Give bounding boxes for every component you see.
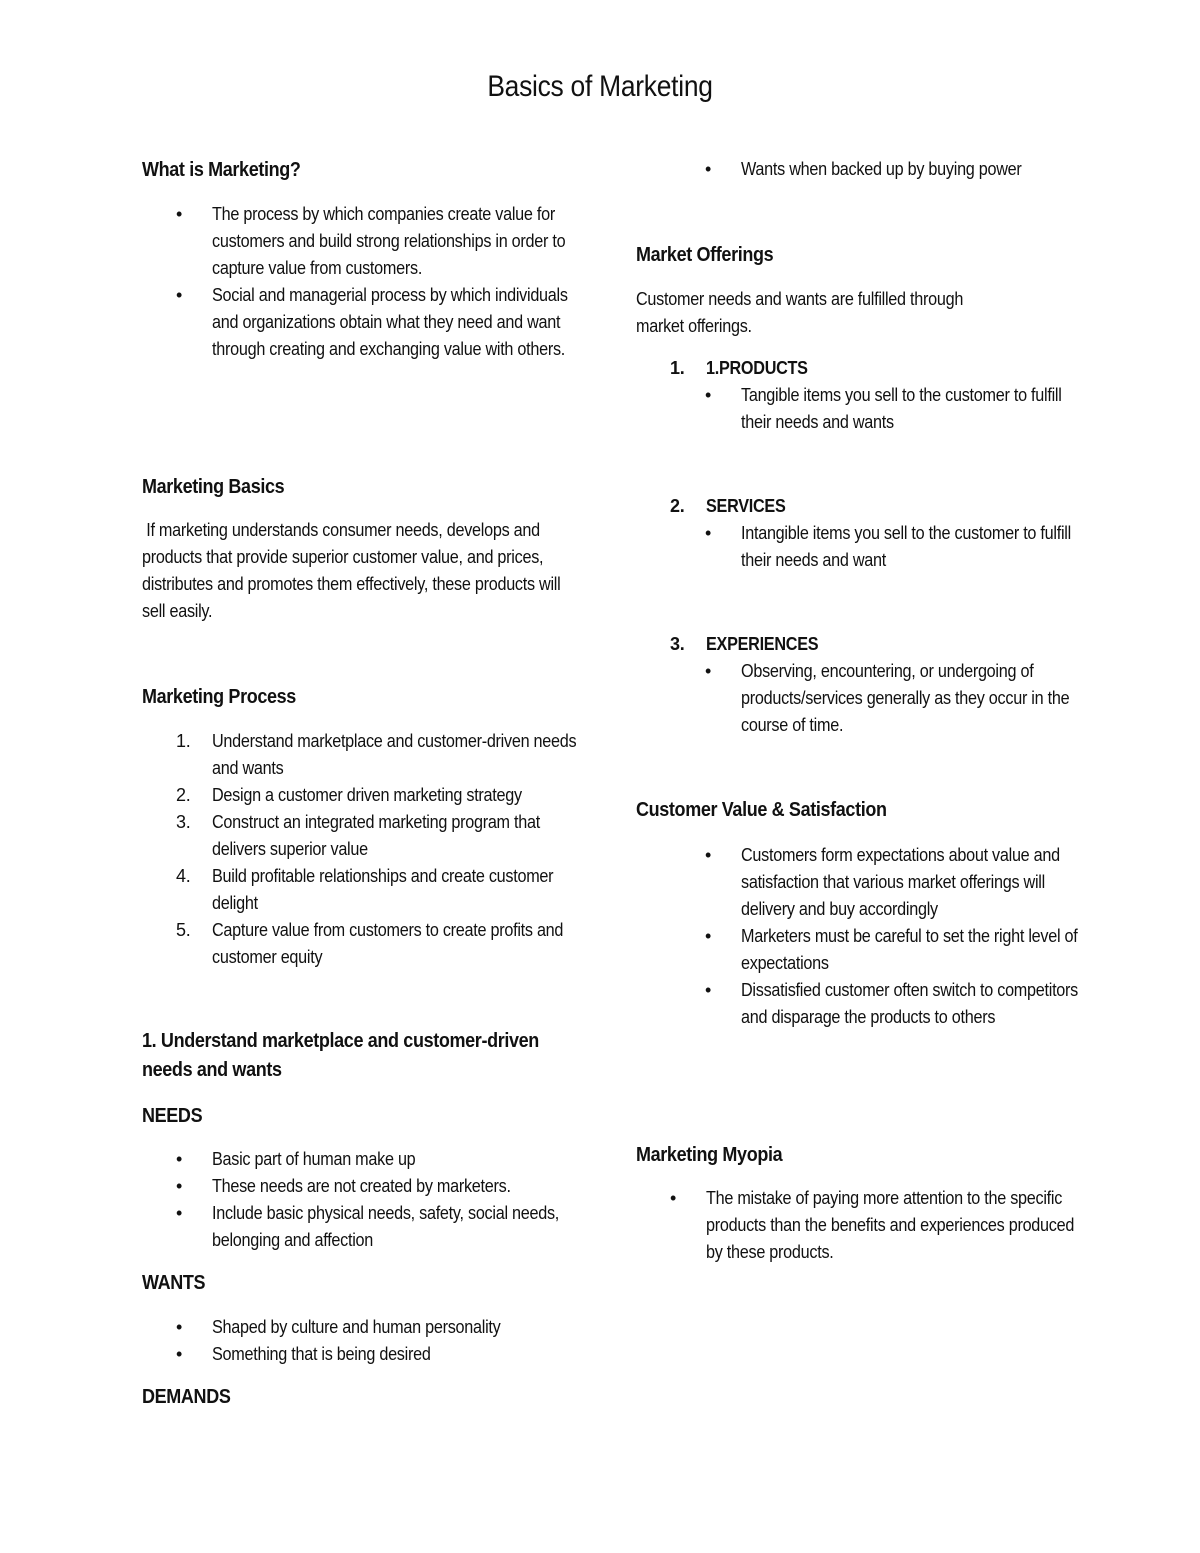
section-wants <box>142 1269 582 1298</box>
list-item: • Customers form expectations about value and satisfaction that various market offerings will delivery and buy accordingly <box>741 842 1136 923</box>
list-item: • Intangible items you sell to the customer to fulfill their needs and want <box>741 520 1136 574</box>
marketing-basics-text: If marketing understands consumer needs, develops and products that provide superior customer value, and prices, distributes and promotes them effectively, these products will sell easily. <box>142 520 565 621</box>
section-needs <box>142 1102 582 1131</box>
section-market-offerings <box>636 241 1076 270</box>
list-item: • The mistake of paying more attention to the specific products than the benefits and experiences produced by these products. <box>706 1185 1116 1266</box>
list-item: • The process by which companies create value for customers and build strong relationships in order to capture value from customers. <box>212 201 622 282</box>
section-heading: NEEDS <box>142 1105 203 1127</box>
list-item: • Marketers must be careful to set the right level of expectations <box>741 923 1136 977</box>
what-is-marketing-list <box>142 201 622 363</box>
marketing-process-list <box>142 728 622 971</box>
needs-list <box>142 1146 622 1254</box>
list-item: 3. Construct an integrated marketing program that delivers superior value <box>176 812 540 859</box>
list-item: • Something that is being desired <box>212 1341 622 1368</box>
offering-products-heading: 1. 1.PRODUCTS <box>670 358 808 378</box>
section-heading: Marketing Myopia <box>636 1144 783 1166</box>
list-item: • These needs are not created by marketers. <box>212 1173 622 1200</box>
list-item: 2. Design a customer driven marketing strategy <box>176 785 522 805</box>
wants-list <box>142 1314 622 1368</box>
list-item: 1. Understand marketplace and customer-driven needs and wants <box>176 731 577 778</box>
section-heading: Market Offerings <box>636 244 774 266</box>
section-heading: What is Marketing? <box>142 159 301 181</box>
section-heading: DEMANDS <box>142 1386 231 1408</box>
section-heading: 1. Understand marketplace and customer-driven needs and wants <box>142 1030 539 1081</box>
list-item: • Dissatisfied customer often switch to competitors and disparage the products to others <box>741 977 1136 1031</box>
products-list <box>636 382 1131 436</box>
section-marketing-myopia <box>636 1141 1076 1170</box>
list-item: • Tangible items you sell to the customer to fulfill their needs and wants <box>741 382 1131 436</box>
list-item: • Include basic physical needs, safety, social needs, belonging and affection <box>212 1200 622 1254</box>
section-heading: Customer Value & Satisfaction <box>636 799 887 821</box>
experiences-list <box>636 658 1136 739</box>
marketing-myopia-list <box>636 1185 1116 1266</box>
demands-list <box>636 156 1200 183</box>
section-heading: Marketing Basics <box>142 476 285 498</box>
section-marketing-basics <box>142 473 582 502</box>
market-offerings-text: Customer needs and wants are fulfilled through market offerings. <box>636 289 964 336</box>
page-title: Basics of Marketing <box>487 70 713 103</box>
services-list <box>636 520 1136 574</box>
list-item: • Social and managerial process by which individuals and organizations obtain what they need and want through creating and exchanging value with others. <box>212 282 622 363</box>
list-item: 5. Capture value from customers to create profits and customer equity <box>176 920 564 967</box>
section-what-is-marketing <box>142 156 582 185</box>
offering-experiences-heading: 3. EXPERIENCES <box>670 634 819 654</box>
section-marketing-process <box>142 683 582 712</box>
list-item: • Shaped by culture and human personality <box>212 1314 622 1341</box>
customer-value-list <box>636 842 1136 1031</box>
list-item: • Observing, encountering, or undergoing of products/services generally as they occur in the course of time. <box>741 658 1136 739</box>
offering-services-heading: 2. SERVICES <box>670 496 786 516</box>
section-demands <box>142 1383 582 1412</box>
section-heading: WANTS <box>142 1272 206 1294</box>
list-item: • Basic part of human make up <box>212 1146 622 1173</box>
list-item: • Wants when backed up by buying power <box>741 156 1200 183</box>
section-heading: Marketing Process <box>142 686 296 708</box>
section-understand <box>142 1027 582 1085</box>
section-customer-value <box>636 796 1076 825</box>
list-item: 4. Build profitable relationships and create customer delight <box>176 866 554 913</box>
